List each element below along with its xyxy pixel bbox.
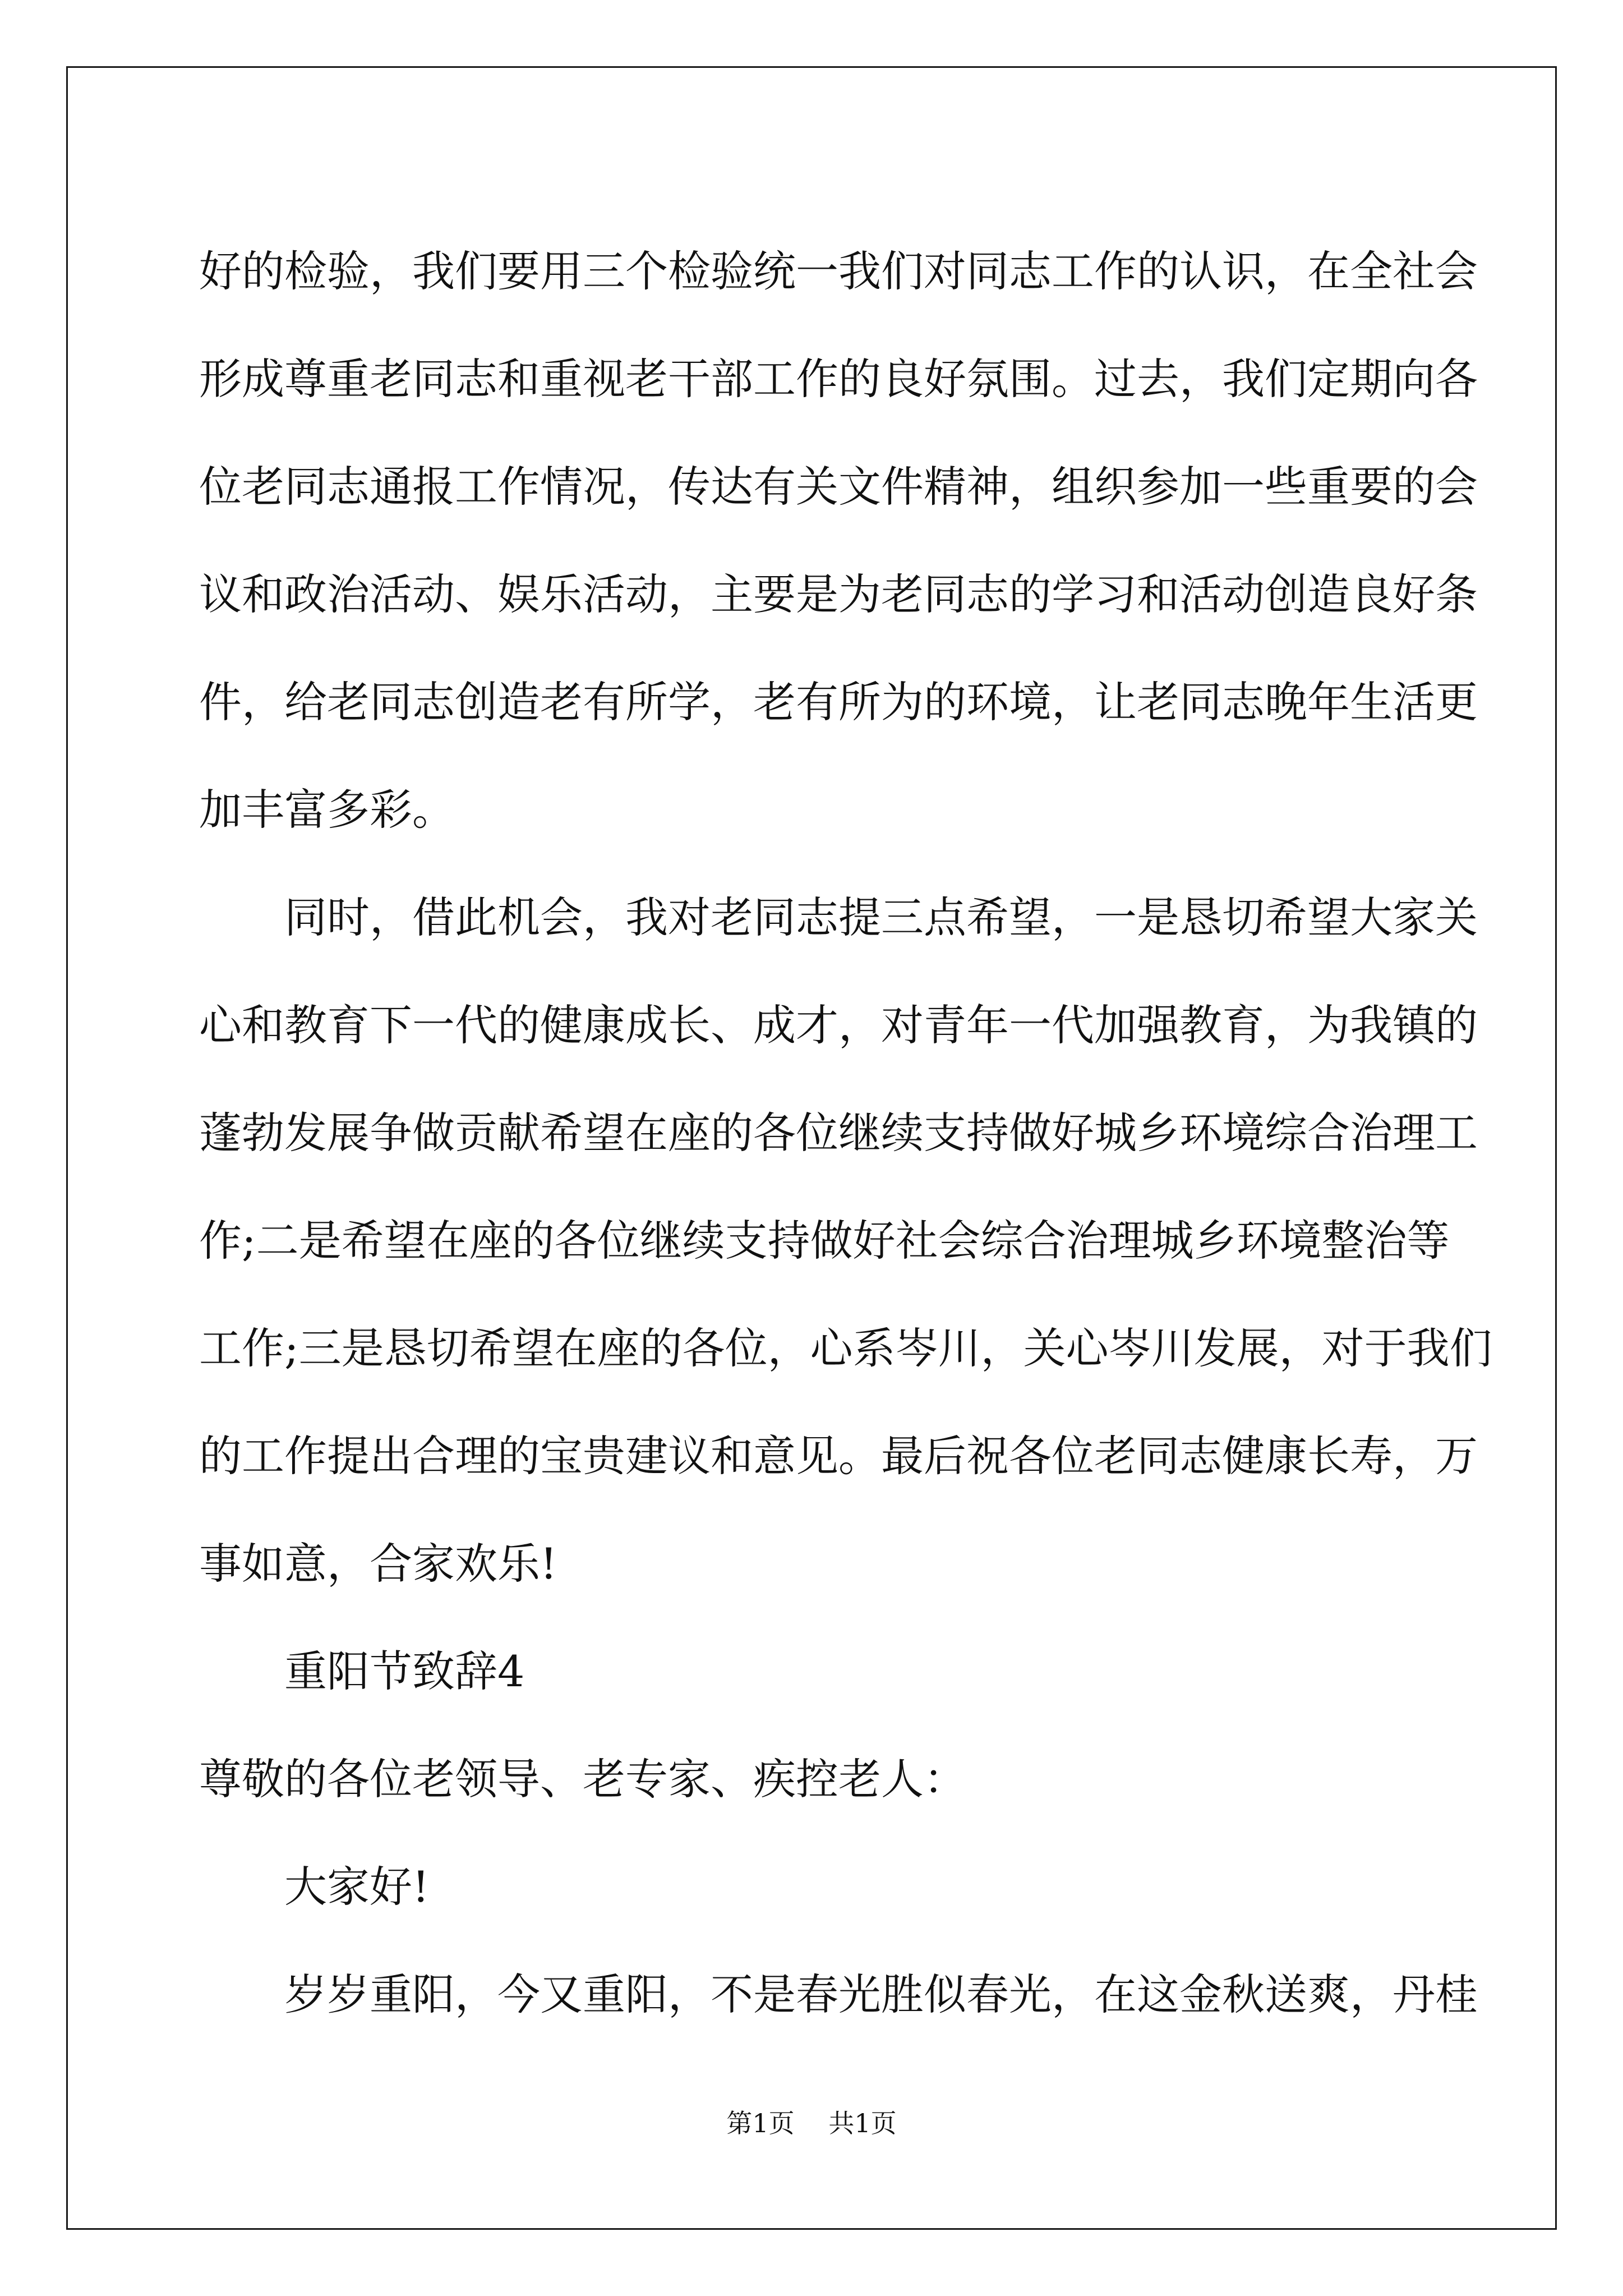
text-line: 蓬勃发展争做贡献希望在座的各位继续支持做好城乡环境综合治理工 <box>199 1108 1478 1158</box>
text-line: 事如意，合家欢乐! <box>199 1539 557 1589</box>
section-heading: 重阳节致辞4 <box>284 1646 525 1696</box>
text-line: 工作;三是恳切希望在座的各位，心系岑川，关心岑川发展，对于我们 <box>199 1323 1492 1373</box>
document-body <box>199 218 1492 2049</box>
greeting: 大家好! <box>284 1862 430 1912</box>
text-line: 心和教育下一代的健康成长、成才，对青年一代加强教育，为我镇的 <box>199 1000 1478 1050</box>
text-line: 议和政治活动、娱乐活动，主要是为老同志的学习和活动创造良好条 <box>199 569 1478 619</box>
text-line: 同时，借此机会，我对老同志提三点希望，一是恳切希望大家关 <box>284 892 1478 942</box>
text-line: 位老同志通报工作情况，传达有关文件精神，组织参加一些重要的会 <box>199 462 1478 512</box>
salutation: 尊敬的各位老领导、老专家、疾控老人： <box>199 1754 966 1804</box>
page-footer <box>0 2106 1623 2140</box>
page-total: 共1页 <box>828 2108 897 2138</box>
text-line: 件，给老同志创造老有所学，老有所为的环境，让老同志晚年生活更 <box>199 677 1478 727</box>
text-line: 形成尊重老同志和重视老干部工作的良好氛围。过去，我们定期向各 <box>199 354 1478 404</box>
text-line: 岁岁重阳，今又重阳，不是春光胜似春光，在这金秋送爽，丹桂 <box>284 1970 1478 2019</box>
page-number: 第1页 <box>726 2108 795 2138</box>
text-line: 的工作提出合理的宝贵建议和意见。最后祝各位老同志健康长寿，万 <box>199 1431 1478 1481</box>
text-line: 加丰富多彩。 <box>199 785 455 835</box>
text-line: 好的检验，我们要用三个检验统一我们对同志工作的认识，在全社会 <box>199 246 1478 296</box>
text-line: 作;二是希望在座的各位继续支持做好社会综合治理城乡环境整治等 <box>199 1216 1450 1266</box>
